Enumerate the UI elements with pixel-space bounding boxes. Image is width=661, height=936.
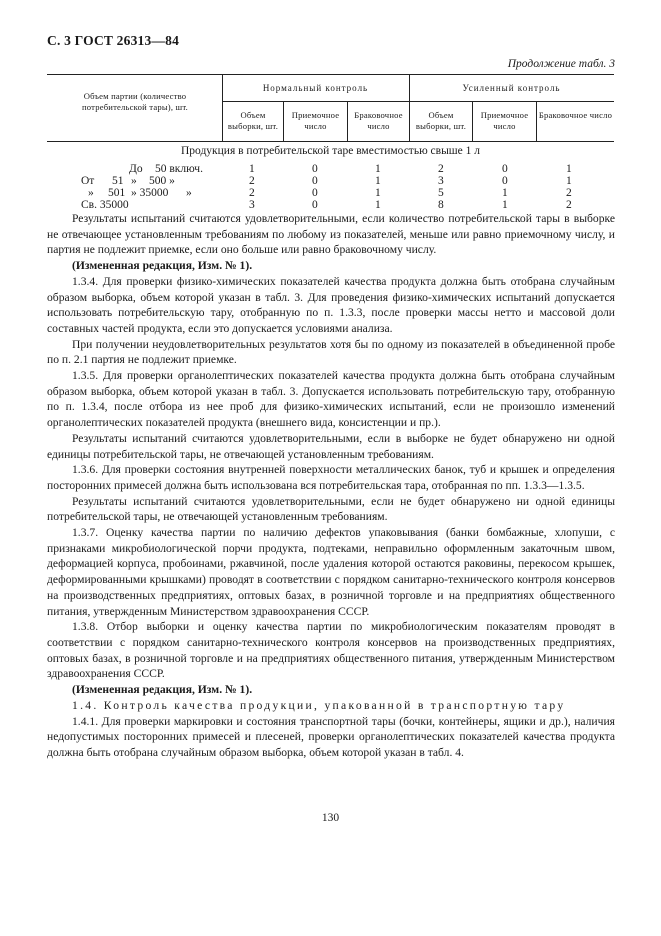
paragraph: Результаты испытаний считаются удовлетворительными, если количество потребительской тары в выборке не отвечающее установленным требованиям по любому из показателей, меньше или равно приемочному числу, и партия не подлежит приемке, если оно больше или равно браковочному числу. [47,212,615,257]
page-header: С. 3 ГОСТ 26313—84 [47,33,180,48]
section-heading-1-4: 1.4. Контроль качества продукции, упакованной в транспортную тару [72,698,566,712]
group-header-normal: Нормальный контроль [262,83,369,93]
paragraph: Результаты испытаний считаются удовлетворительными, если не будет обнаружено ни одной единицы потребительской тары, не отвечающей установленным требованиям. [47,494,615,524]
table-header [47,74,614,142]
cell-from: 501 [108,187,126,199]
table-section-title: Продукция в потребительской таре вместимостью свыше 1 л [180,145,481,157]
cell-to: 50 включ. [155,163,203,175]
page-number: 130 [321,812,340,824]
cell-normal-accept: 0 [312,175,318,187]
cell-normal-accept: 0 [312,163,318,175]
paragraph-1-3-8: 1.3.8. Отбор выборки и оценку качества партии по микробиологическим показателям проводят в соответствии с порядком санитарно-технического контроля консервов на производственных предприятиях, оптовых базах, в розничной торговле и на предприятиях общественного питания, утвержденным Министерством здравоохранения СССР. [47,620,615,681]
cell-strict-accept: 1 [502,187,508,199]
cell-prefix: От [81,175,95,187]
table-3 [47,74,614,142]
column-header-normal-accept: Приемочное число [291,110,340,131]
column-header-strict-accept: Приемочное число [480,110,529,131]
column-header-strict-reject: Браковочное число [538,110,613,120]
paragraph-1-4-1: 1.4.1. Для проверки маркировки и состояния транспортной тары (бочки, контейнеры, ящики и др.), наличия недопустимых посторонних примесей и плесеней, проверки органолептических показателей качества продукта должна быть отобрана случайным образом выборка, объем которой указан в табл. 4. [47,714,615,759]
cell-strict-reject: 1 [566,163,572,175]
cell-prefix: Св. 35000 [81,199,129,211]
column-header-normal-reject: Браковочное число [354,110,403,131]
cell-strict-sample: 5 [438,187,444,199]
cell-strict-sample: 2 [438,163,444,175]
paragraph: При получении неудовлетворительных результатов хотя бы по одному из показателей в объединенной пробе по п. 2.1 партия не подлежит приемке. [47,337,615,367]
cell-sep: » [131,175,137,187]
cell-to: » 35000 [131,187,169,199]
paragraph-1-3-5: 1.3.5. Для проверки органолептических показателей качества продукта должна быть отобрана случайным образом выборка, объем которой указан в табл. 3. Допускается использовать потребительскую тару, отобранную по п. 1.3.4, после отбора из нее проб для физико-химических испытаний, если не произошло изменений органолептических показателей продукта (внешнего вида, консистенции и пр.). [47,369,615,430]
cell-from: 51 [112,175,124,187]
cell-normal-accept: 0 [312,187,318,199]
cell-strict-reject: 1 [566,175,572,187]
cell-to: 500 » [149,175,175,187]
table-row [47,175,614,187]
cell-strict-accept: 1 [502,199,508,211]
cell-normal-accept: 0 [312,199,318,211]
paragraph-1-3-7: 1.3.7. Оценку качества партии по наличию дефектов упаковывания (банки бомбажные, хлопуши, с признаками микробиологической порчи продукта, подтеками, неправильно оформленным закаточным швом, деформацией корпуса, пробоинами, ржавчиной, после удаления которой остаются раковины, перекосом крышек, деформированными крышками) проводят в соответствии с порядком санитарно-технического контроля консервов на производственных предприятиях, оптовых базах, в розничной торговле и на предприятиях общественного питания, утвержденным Министерством здравоохранения СССР. [47,526,615,618]
body-text [47,211,615,761]
paragraph-1-3-6: 1.3.6. Для проверки состояния внутренней поверхности металлических банок, туб и крышек и определения посторонних примесей должна быть использована вся потребительская тара, отобранная по пп. 1.3.3—1.3.5. [47,463,615,492]
table-row [47,187,614,199]
cell-normal-reject: 1 [375,187,381,199]
cell-sep: » [186,187,192,199]
cell-strict-reject: 2 [566,187,572,199]
revision-note: (Измененная редакция, Изм. № 1). [72,259,253,273]
column-header-lot-size: Объем партии (количество потребительской тары), шт. [81,91,189,112]
column-header-normal-sample: Объем выборки, шт. [227,110,279,131]
cell-strict-accept: 0 [502,163,508,175]
cell-strict-sample: 8 [438,199,444,211]
cell-normal-reject: 1 [375,163,381,175]
cell-strict-reject: 2 [566,199,572,211]
cell-normal-sample: 2 [249,187,255,199]
cell-normal-sample: 1 [249,163,255,175]
paragraph-1-3-4: 1.3.4. Для проверки физико-химических показателей качества продукта должна быть отобрана случайным образом выборка, объем которой указан в табл. 3. Для проведения физико-химических испытаний допускается использовать потребительскую тару, отобранную по п. 1.3.3, после проверки массы нетто и массовой доли составных частей продукта, если это допускается условиями анализа. [47,274,615,335]
table-continuation-label: Продолжение табл. 3 [507,58,615,70]
paragraph: Результаты испытаний считаются удовлетворительными, если в выборке не будет обнаружено ни одной единицы потребительской тары, не отвечающей установленным требованиям. [47,431,615,461]
cell-normal-sample: 3 [249,199,255,211]
revision-note: (Измененная редакция, Изм. № 1). [72,683,253,697]
table-row [47,163,614,175]
cell-from: До [129,163,143,175]
cell-normal-sample: 2 [249,175,255,187]
column-header-strict-sample: Объем выборки, шт. [415,110,467,131]
cell-strict-sample: 3 [438,175,444,187]
cell-normal-reject: 1 [375,199,381,211]
cell-normal-reject: 1 [375,175,381,187]
cell-strict-accept: 0 [502,175,508,187]
table-row [47,199,614,211]
cell-prefix: » [88,187,94,199]
group-header-strict: Усиленный контроль [462,83,561,93]
